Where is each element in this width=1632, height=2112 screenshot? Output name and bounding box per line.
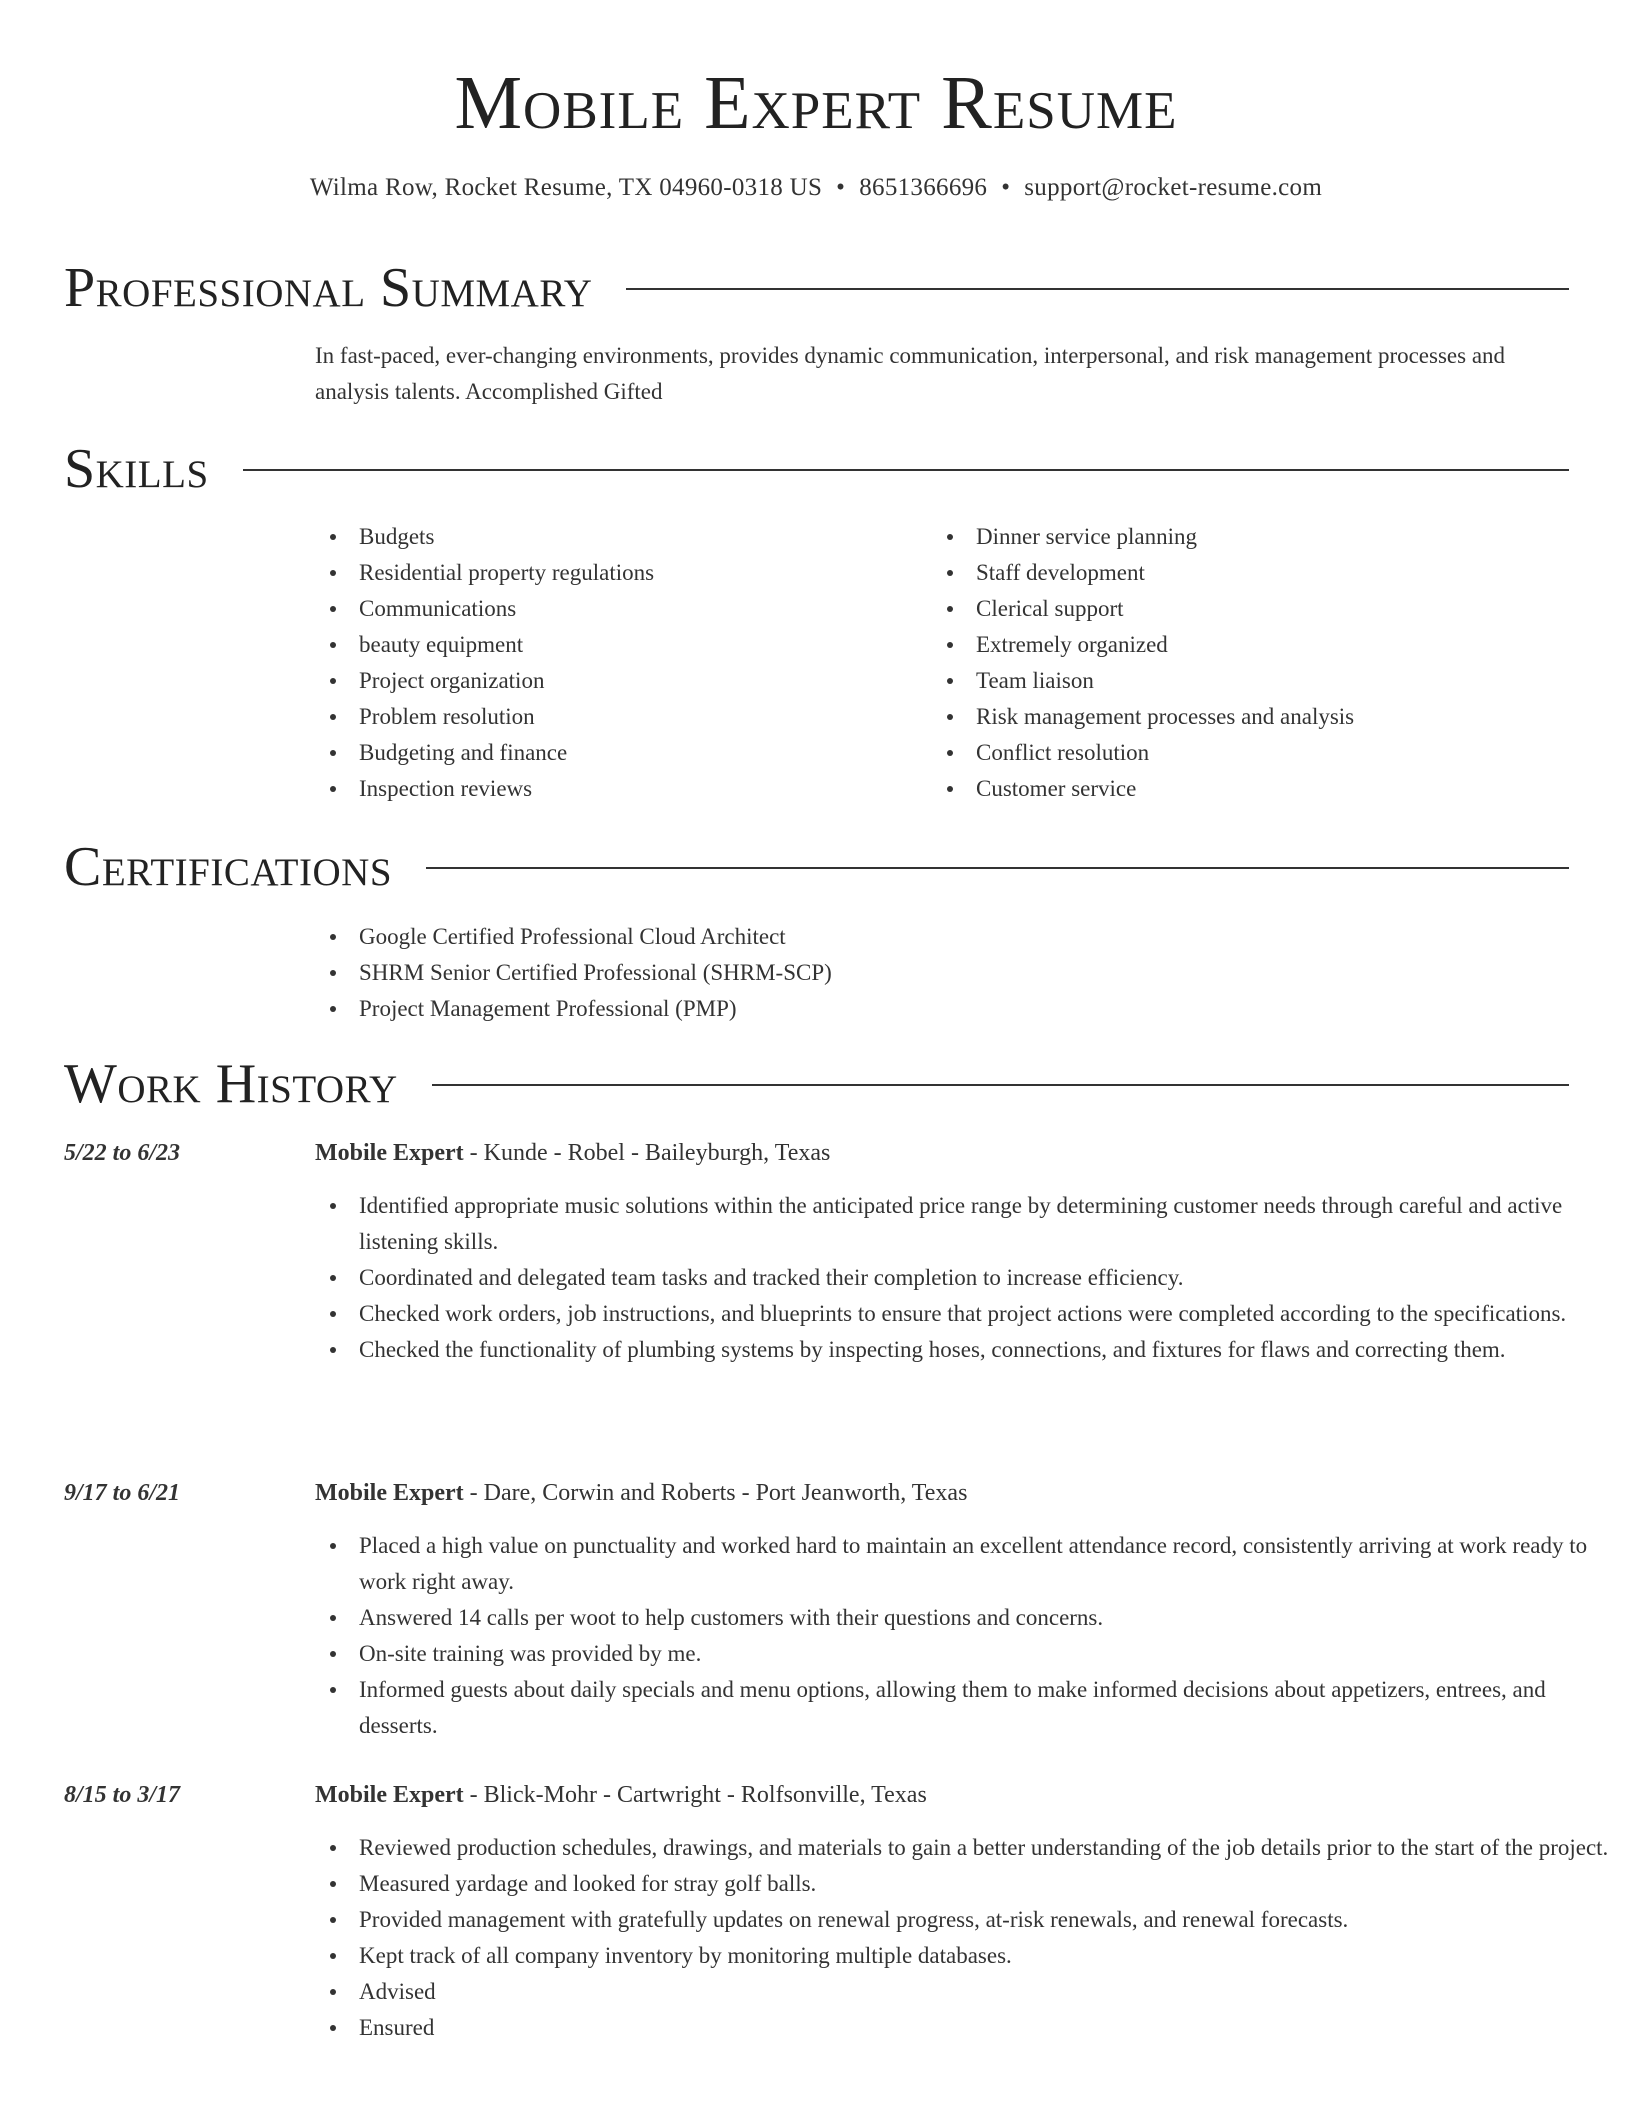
skill-item: Team liaison [932,663,1572,699]
job-dates: 8/15 to 3/17 [64,1782,181,1808]
certification-item: Project Management Professional (PMP) [315,991,1575,1027]
skills-list-right [932,519,1572,807]
contact-separator: • [1001,174,1011,201]
job-bullet: Informed guests about daily specials and menu options, allowing them to make informed decisions about appetizers, entrees, and desserts. [315,1672,1625,1744]
skill-item: Risk management processes and analysis [932,699,1572,735]
certifications-section-header [64,832,1569,902]
job-bullet: Measured yardage and looked for stray golf balls. [315,1866,1625,1902]
job-headline [315,1778,927,1812]
skill-item: Budgeting and finance [315,735,915,771]
job-headline [315,1136,830,1170]
skill-item: Customer service [932,771,1572,807]
skill-item: Communications [315,591,915,627]
job-bullet: Answered 14 calls per woot to help customers with their questions and concerns. [315,1600,1625,1636]
job-bullet: Reviewed production schedules, drawings, and materials to gain a better understanding of the job details prior to the start of the project. [315,1830,1625,1866]
certification-item: Google Certified Professional Cloud Architect [315,919,1575,955]
section-divider [432,1084,1569,1086]
skill-item: Dinner service planning [932,519,1572,555]
skill-item: Inspection reviews [315,771,915,807]
job-role: Mobile Expert [315,1782,464,1808]
skill-item: Project organization [315,663,915,699]
job-details: - Kunde - Robel - Baileyburgh, Texas [463,1140,831,1166]
work-history-heading: Work History [64,1053,398,1115]
job-bullet: Checked the functionality of plumbing systems by inspecting hoses, connections, and fixtures for flaws and correcting them. [315,1332,1625,1368]
job-bullet: On-site training was provided by me. [315,1636,1625,1672]
job-bullets [315,1188,1625,1368]
skill-item: beauty equipment [315,627,915,663]
job-bullet: Identified appropriate music solutions within the anticipated price range by determining customer needs through careful and active listening skills. [315,1188,1625,1260]
job-details: - Blick-Mohr - Cartwright - Rolfsonville, Texas [463,1782,927,1808]
section-divider [243,469,1569,471]
skill-item: Staff development [932,555,1572,591]
skill-item: Conflict resolution [932,735,1572,771]
contact-email: support@rocket-resume.com [1024,174,1323,201]
job-bullet: Kept track of all company inventory by monitoring multiple databases. [315,1938,1625,1974]
job-role: Mobile Expert [315,1480,464,1506]
certifications-list [315,919,1575,1027]
job-headline [315,1476,967,1510]
job-bullet: Coordinated and delegated team tasks and tracked their completion to increase efficiency. [315,1260,1625,1296]
skill-item: Budgets [315,519,915,555]
job-bullet: Checked work orders, job instructions, and blueprints to ensure that project actions were completed according to the specifications. [315,1296,1625,1332]
job-bullet: Advised [315,1974,1625,2010]
job-bullet: Provided management with gratefully updates on renewal progress, at-risk renewals, and renewal forecasts. [315,1902,1625,1938]
job-dates: 9/17 to 6/21 [64,1480,181,1506]
job-bullet: Ensured [315,2010,1625,2046]
summary-text: In fast-paced, ever-changing environments, provides dynamic communication, interpersonal, and risk management processes and analysis talents. Accomplished Gifted [315,343,1506,404]
skill-item: Problem resolution [315,699,915,735]
certification-item: SHRM Senior Certified Professional (SHRM-SCP) [315,955,1575,991]
contact-line [0,172,1632,204]
contact-separator: • [836,174,846,201]
work-history-section-header [64,1049,1569,1119]
section-divider [626,288,1569,290]
skills-section-header [64,434,1569,504]
summary-heading: Professional Summary [64,257,593,319]
summary-section-header [64,253,1569,323]
certifications-heading: Certifications [64,836,393,898]
job-bullet: Placed a high value on punctuality and worked hard to maintain an excellent attendance record, consistently arriving at work ready to work right away. [315,1528,1625,1600]
resume-title: Mobile Expert Resume [454,61,1178,145]
skills-heading: Skills [64,438,209,500]
job-details: - Dare, Corwin and Roberts - Port Jeanworth, Texas [463,1480,968,1506]
skill-item: Residential property regulations [315,555,915,591]
job-bullets [315,1830,1625,2046]
skill-item: Clerical support [932,591,1572,627]
skill-item: Extremely organized [932,627,1572,663]
section-divider [426,867,1569,869]
contact-phone: 8651366696 [859,174,988,201]
skills-list-left [315,519,915,807]
job-dates: 5/22 to 6/23 [64,1140,181,1166]
contact-address: Wilma Row, Rocket Resume, TX 04960-0318 US [309,174,823,201]
job-bullets [315,1528,1625,1744]
job-role: Mobile Expert [315,1140,464,1166]
